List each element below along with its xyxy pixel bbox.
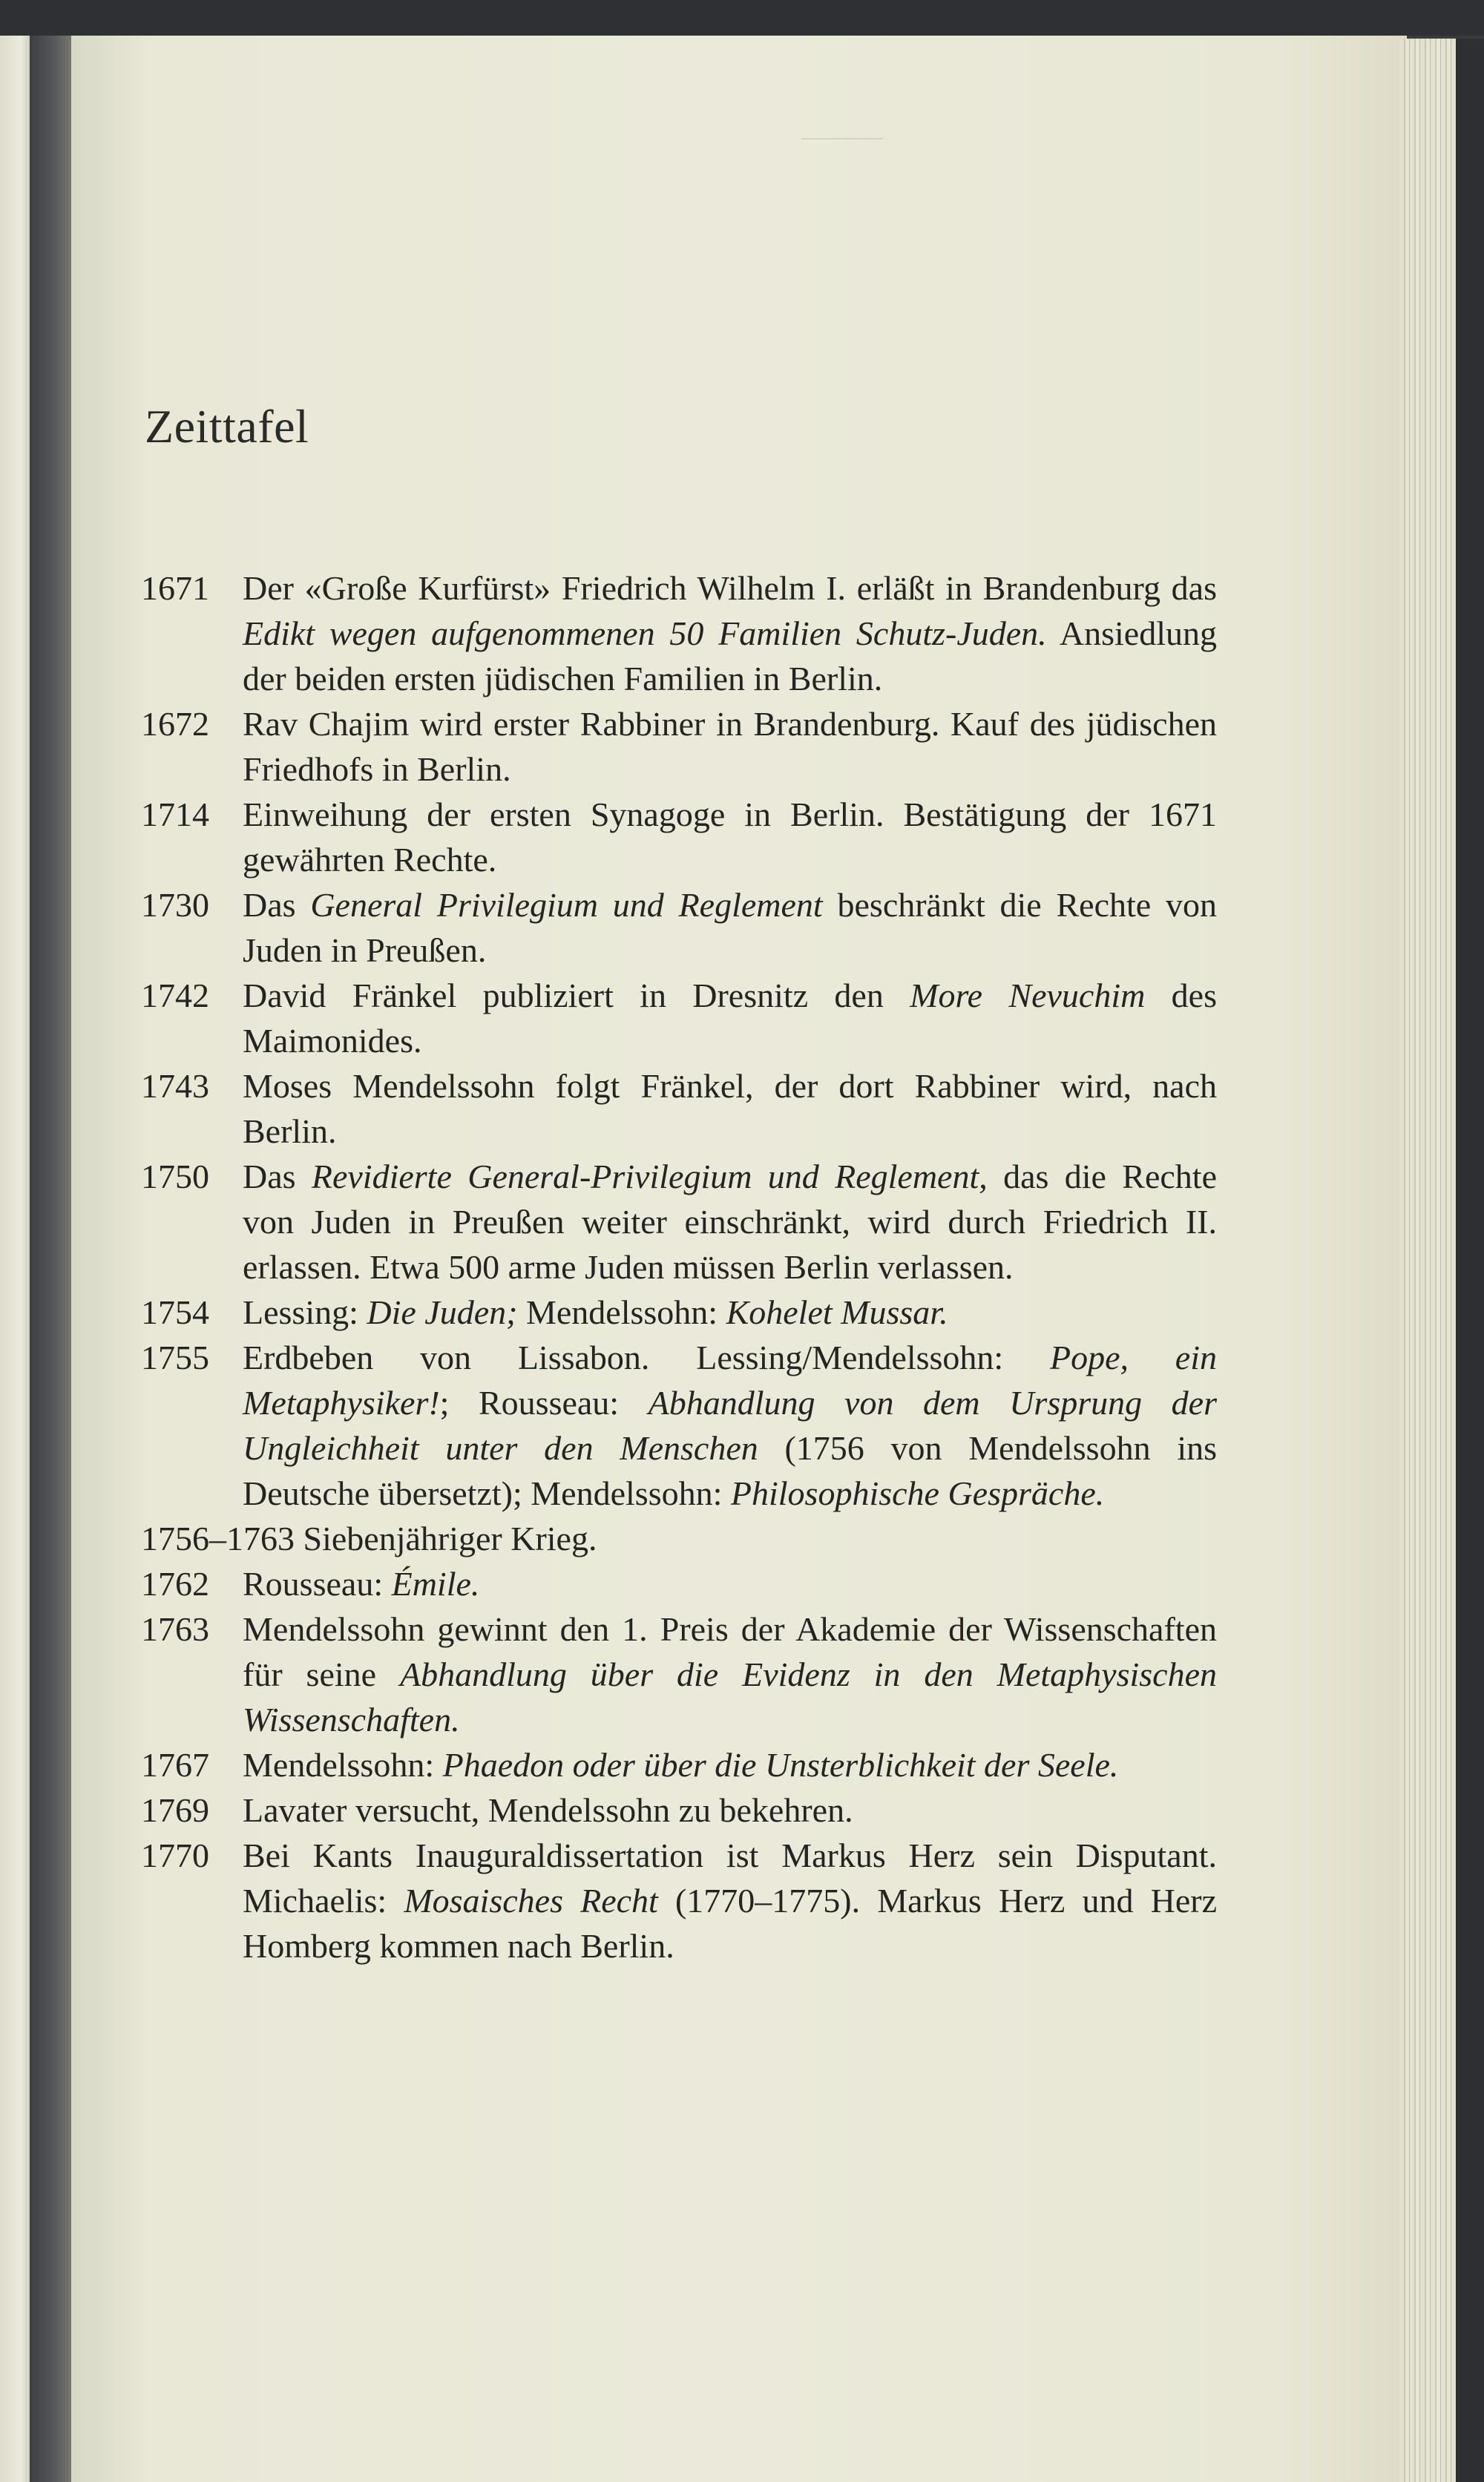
entry-text [243,1561,1217,1606]
entry-text [141,1516,1217,1561]
entry-text-segment: Der «Große Kurfürst» Friedrich Wilhelm I. erläßt in Brandenburg das [243,569,1217,607]
entry-text-segment: Das [243,1158,312,1195]
entry-year: 1743 [141,1067,209,1105]
timeline-entry [141,1606,1217,1742]
timeline-entry [141,1290,1217,1335]
entry-text-segment: Einweihung der ersten Synagoge in Berlin. Bestätigung der 1671 gewährten Rechte. [243,795,1217,879]
work-title: Émile. [391,1565,480,1603]
timeline-entry [141,1063,1217,1154]
page-title: Zeittafel [145,400,309,453]
entry-text-segment: Mendelssohn: [517,1293,726,1331]
entry-text [243,1154,1217,1290]
entry-year: 1714 [141,795,209,833]
entry-text [243,1335,1217,1516]
entry-text-segment: Erdbeben von Lissabon. Lessing/Mendelssohn: [243,1339,1050,1376]
work-title: Edikt wegen aufgenommenen 50 Familien Schutz-Juden. [243,614,1047,652]
timeline-entry [141,565,1217,701]
entry-text-segment: Lavater versucht, Mendelssohn zu bekehren. [243,1791,853,1829]
timeline-entry [141,1742,1217,1787]
timeline-entry [141,1561,1217,1606]
entry-year: 1671 [141,569,209,607]
entry-text [243,1290,1217,1335]
entry-year: 1730 [141,886,209,924]
entry-text-segment: Bei Kants Inauguraldissertation ist Markus Herz sein Disputant. Michaelis: [243,1836,1217,1920]
work-title: Pope, ein Metaphysiker! [243,1339,1218,1422]
book-gutter [30,36,76,2482]
entry-text [243,973,1217,1063]
entry-text-segment: beschränkt die Rechte von Juden in Preußen. [243,886,1217,969]
work-title: Die Juden; [367,1293,518,1331]
timeline-entry [141,1516,1217,1561]
work-title: More Nevuchim [910,976,1146,1014]
timeline-entry [141,792,1217,882]
timeline-entry [141,973,1217,1063]
work-title: Mosaisches Recht [404,1882,658,1920]
work-title: Phaedon oder über die Unsterblichkeit der Seele. [442,1746,1119,1784]
entry-text-segment: Mendelssohn: [243,1746,443,1784]
entry-text-segment: das die Rechte von Juden in Preußen weiter einschränkt, wird durch Friedrich II. erlassen. Etwa 500 arme Juden müssen Berlin verlassen. [243,1158,1217,1286]
timeline-entry [141,882,1217,973]
entry-text-segment: ; Rousseau: [439,1384,649,1422]
entry-text [243,1063,1217,1154]
entry-text [243,701,1217,792]
work-title: General Privilegium und Reglement [310,886,823,924]
entry-text-segment: Lessing: [243,1293,367,1331]
entry-year: 1770 [141,1836,209,1874]
entry-text [243,565,1217,701]
work-title: Abhandlung über die Evidenz in den Metaphysischen Wissenschaften. [243,1655,1218,1739]
entry-year: 1763 [141,1610,209,1648]
timeline-entry [141,1335,1217,1516]
entry-text-segment: Moses Mendelssohn folgt Fränkel, der dort Rabbiner wird, nach Berlin. [243,1067,1217,1150]
entry-text-segment: des Maimonides. [243,976,1217,1060]
entry-year: 1755 [141,1339,209,1376]
timeline-list [141,565,1217,1969]
page-stack-edges [1399,39,1456,2482]
entry-text-segment: (1770–1775). Markus Herz und Herz Homberg kommen nach Berlin. [243,1882,1217,1965]
entry-year: 1756–1763 [141,1520,295,1557]
work-title: Kohelet Mussar. [726,1293,948,1331]
entry-text-segment: Siebenjähriger Krieg. [295,1520,597,1557]
facing-page-edge [0,36,30,2482]
entry-text-segment: Rav Chajim wird erster Rabbiner in Brandenburg. Kauf des jüdischen Friedhofs in Berlin. [243,705,1217,788]
entry-text-segment: David Fränkel publiziert in Dresnitz den [243,976,910,1014]
entry-year: 1762 [141,1565,209,1603]
entry-text-segment: Rousseau: [243,1565,392,1603]
entry-text-segment: Ansiedlung der beiden ersten jüdischen Familien in Berlin. [243,614,1218,697]
work-title: Revidierte General-Privilegium und Reglement, [311,1158,988,1195]
entry-text-segment: (1756 von Mendelssohn ins Deutsche übersetzt); Mendelssohn: [243,1429,1217,1512]
entry-text [243,1833,1217,1969]
work-title: Philosophische Gespräche. [730,1474,1105,1512]
timeline-entry [141,1154,1217,1290]
entry-text [243,1606,1217,1742]
timeline-entry [141,701,1217,792]
entry-year: 1754 [141,1293,209,1331]
timeline-entry [141,1833,1217,1969]
timeline-entry [141,1787,1217,1833]
show-through-rule [801,138,883,139]
entry-year: 1672 [141,705,209,743]
work-title: Abhandlung von dem Ursprung der Ungleichheit unter den Menschen [243,1384,1217,1467]
entry-text [243,1787,1217,1833]
entry-text [243,882,1217,973]
entry-year: 1769 [141,1791,209,1829]
entry-year: 1767 [141,1746,209,1784]
entry-text [243,1742,1217,1787]
entry-year: 1750 [141,1158,209,1195]
entry-text-segment: Mendelssohn gewinnt den 1. Preis der Akademie der Wissenschaften für seine [243,1610,1217,1693]
scan-backdrop-right [1456,39,1484,2482]
entry-text [243,792,1217,882]
scan-backdrop [0,0,1484,36]
entry-text-segment: Das [243,886,311,924]
entry-year: 1742 [141,976,209,1014]
